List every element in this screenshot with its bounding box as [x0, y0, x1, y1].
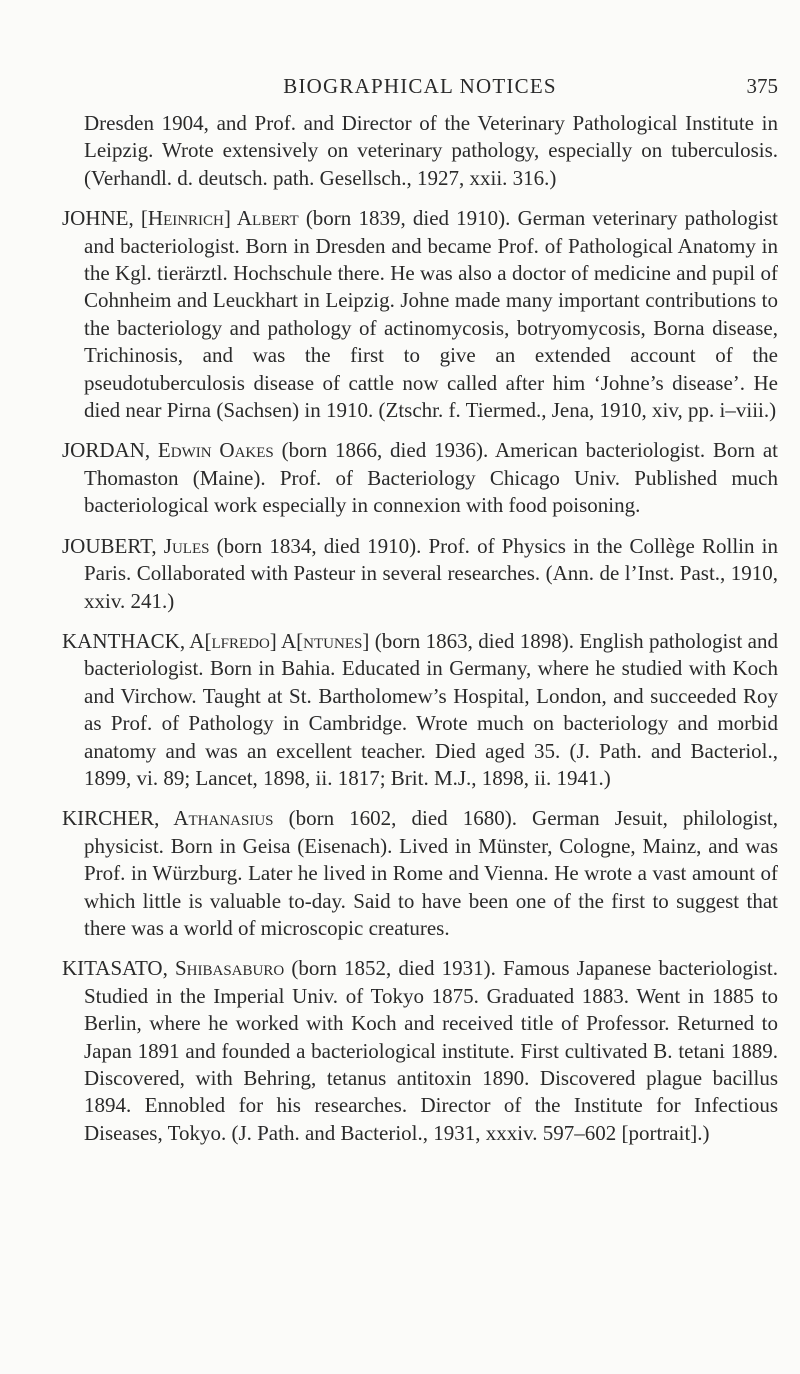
entry-kircher	[62, 805, 778, 942]
entry-text: (born 1839, died 1910). German veterinary pathologist and bacteriologist. Born in Dresden and became Prof. of Pathological Anatomy in the Kgl. tierärztl. Hochschule there. He was also a doctor of medicine and pupil of Cohnheim and Leuckhart in Leipzig. Johne made many important contributions to the bacteriology and pathology of actinomycosis, botryomycosis, Borna disease, Trichinosis, and was the first to give an extended account of the pseudotuberculosis disease of cattle now called after him ‘Johne’s disease’. He died near Pirna (Sachsen) in 1910. (Ztschr. f. Tiermed., Jena, 1910, xiv, pp. i–viii.)	[84, 206, 778, 423]
running-header	[62, 74, 778, 104]
entry-jordan	[62, 437, 778, 519]
entry-text: (born 1602, died 1680). German Jesuit, philologist, physicist. Born in Geisa (Eisenach). Lived in Münster, Cologne, Mainz, and was Prof. in Würzburg. Later he lived in Rome and Vienna. He wrote a vast amount of which little is valuable to-day. Said to have been one of the first to suggest that there was a world of microscopic creatures.	[84, 806, 778, 940]
entry-joubert	[62, 533, 778, 615]
entry-kitasato	[62, 955, 778, 1147]
entry-name: KANTHACK, A[lfredo] A[ntunes]	[62, 628, 370, 653]
entry-name: JORDAN, Edwin Oakes	[62, 438, 274, 463]
page-number: 375	[746, 74, 778, 98]
entry-name: KIRCHER, Athanasius	[62, 806, 274, 831]
entry-text: (born 1834, died 1910). Prof. of Physics in the Collège Rollin in Paris. Collaborated with Pasteur in several researches. (Ann. de l’Inst. Past., 1910, xxiv. 241.)	[84, 533, 779, 613]
entry-name: JOHNE, [Heinrich] Albert	[62, 206, 299, 231]
entry-name: KITASATO, Shibasaburo	[62, 956, 285, 981]
entry-text: (born 1863, died 1898). English pathologist and bacteriologist. Born in Bahia. Educated in Germany, where he studied with Koch and Virchow. Taught at St. Bartholomew’s Hospital, London, and succeeded Roy as Prof. of Pathology in Cambridge. Wrote much on bacteriology and morbid anatomy and was an excellent teacher. Died aged 35. (J. Path. and Bacteriol., 1899, vi. 89; Lancet, 1898, ii. 1817; Brit. M.J., 1898, ii. 1941.)	[84, 628, 778, 790]
entry-kanthack	[62, 628, 778, 792]
biographical-entries	[62, 110, 778, 1160]
entry-text: (born 1866, died 1936). American bacteriologist. Born at Thomaston (Maine). Prof. of Bacteriology Chicago Univ. Published much bacteriological work especially in connexion with food poisoning.	[84, 438, 778, 518]
entry-text: (born 1852, died 1931). Famous Japanese bacteriologist. Studied in the Imperial Univ. of Tokyo 1875. Graduated 1883. Went in 1885 to Berlin, where he worked with Koch and received title of Professor. Returned to Japan 1891 and founded a bacteriological institute. First cultivated B. tetani 1889. Discovered, with Behring, tetanus antitoxin 1890. Discovered plague bacillus 1894. Ennobled for his researches. Director of the Institute for Infectious Diseases, Tokyo. (J. Path. and Bacteriol., 1931, xxxiv. 597–602 [portrait].)	[84, 956, 778, 1145]
entry-johne	[62, 205, 778, 424]
entry-name: JOUBERT, Jules	[62, 533, 210, 558]
entry-continuation	[62, 110, 778, 192]
entry-text: Dresden 1904, and Prof. and Director of the Veterinary Pathological Institute in Leipzig. Wrote extensively on veterinary pathology, especially on tuberculosis. (Verhandl. d. deutsch. path. Gesellsch., 1927, xxii. 316.)	[84, 111, 778, 190]
running-title: BIOGRAPHICAL NOTICES	[283, 74, 557, 98]
